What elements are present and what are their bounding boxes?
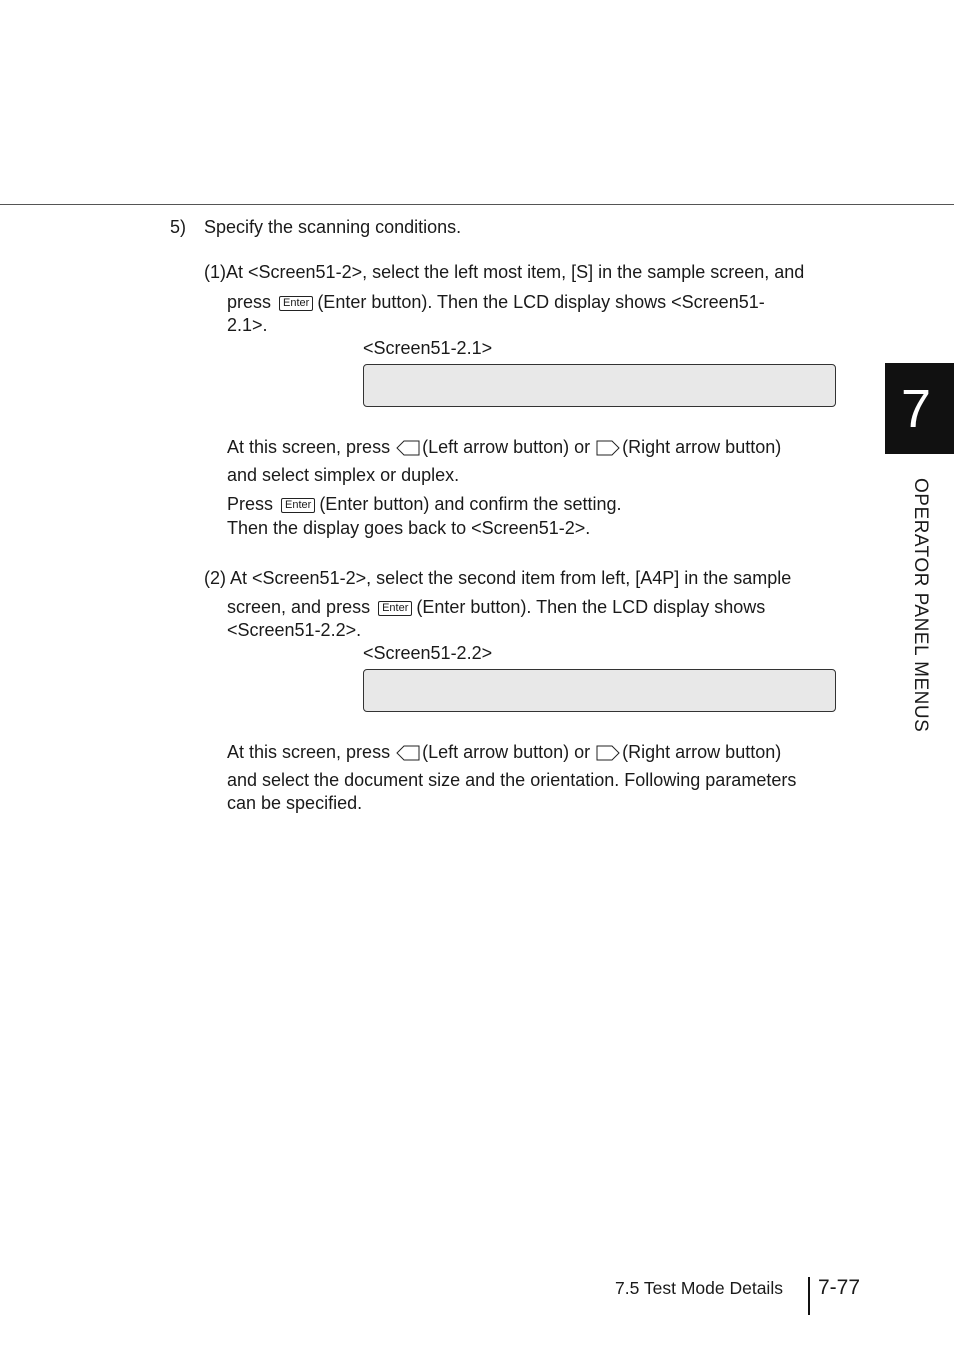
sub2-line1: (2) At <Screen51-2>, select the second item from left, [A4P] in the sample bbox=[204, 568, 792, 588]
page-number: 7-77 bbox=[818, 1276, 861, 1299]
header-rule bbox=[0, 204, 954, 205]
sub1-para-a-pre: At this screen, press bbox=[227, 437, 391, 457]
sub1-line1: (1)At <Screen51-2>, select the left most item, [S] in the sample screen, and bbox=[204, 262, 805, 282]
enter-key-icon: Enter bbox=[378, 601, 412, 616]
sub2-para-a-line2: and select the document size and the orientation. Following parameters bbox=[227, 770, 797, 790]
lcd-screen-51-2-1 bbox=[363, 364, 836, 407]
footer-section: 7.5 Test Mode Details bbox=[615, 1278, 783, 1298]
left-arrow-icon bbox=[396, 440, 420, 456]
sub2-para-a-pre: At this screen, press bbox=[227, 742, 391, 762]
enter-key-icon: Enter bbox=[279, 296, 313, 311]
step-number: 5) bbox=[170, 217, 187, 237]
sub2-screen-label: <Screen51-2.2> bbox=[363, 643, 493, 663]
chapter-title: OPERATOR PANEL MENUS bbox=[910, 478, 931, 733]
sub2-line3: <Screen51-2.2>. bbox=[227, 620, 362, 640]
sub2-line2-pre: screen, and press bbox=[227, 597, 371, 617]
sub1-para-b-line2: Then the display goes back to <Screen51-2>. bbox=[227, 518, 591, 538]
sub1-line3: 2.1>. bbox=[227, 315, 268, 335]
sub2-para-a-left: (Left arrow button) or bbox=[422, 742, 591, 762]
sub1-para-a-line2: and select simplex or duplex. bbox=[227, 465, 460, 485]
enter-key-icon: Enter bbox=[281, 498, 315, 513]
sub1-para-a-line1 bbox=[227, 436, 781, 458]
sub1-line2-pre: press bbox=[227, 292, 272, 312]
right-arrow-icon bbox=[596, 745, 620, 761]
sub1-line2-post: (Enter button). Then the LCD display shows <Screen51- bbox=[317, 292, 765, 312]
sub2-para-a-line1 bbox=[227, 741, 781, 763]
sub1-para-a-left: (Left arrow button) or bbox=[422, 437, 591, 457]
sub2-para-a-line3: can be specified. bbox=[227, 793, 363, 813]
sub2-line2-post: (Enter button). Then the LCD display shows bbox=[416, 597, 766, 617]
lcd-screen-51-2-2 bbox=[363, 669, 836, 712]
sub1-para-b-line1 bbox=[227, 493, 621, 515]
sub2-line2 bbox=[227, 596, 765, 618]
chapter-tab bbox=[885, 363, 954, 454]
right-arrow-icon bbox=[596, 440, 620, 456]
step-text: Specify the scanning conditions. bbox=[204, 217, 462, 237]
left-arrow-icon bbox=[396, 745, 420, 761]
sub1-screen-label: <Screen51-2.1> bbox=[363, 338, 493, 358]
sub1-para-b-post: (Enter button) and confirm the setting. bbox=[319, 494, 622, 514]
footer-divider bbox=[808, 1277, 810, 1315]
sub1-para-a-right: (Right arrow button) bbox=[622, 437, 782, 457]
chapter-number: 7 bbox=[900, 379, 932, 439]
sub2-para-a-right: (Right arrow button) bbox=[622, 742, 782, 762]
sub1-line2 bbox=[227, 291, 765, 313]
sub1-para-b-pre: Press bbox=[227, 494, 274, 514]
